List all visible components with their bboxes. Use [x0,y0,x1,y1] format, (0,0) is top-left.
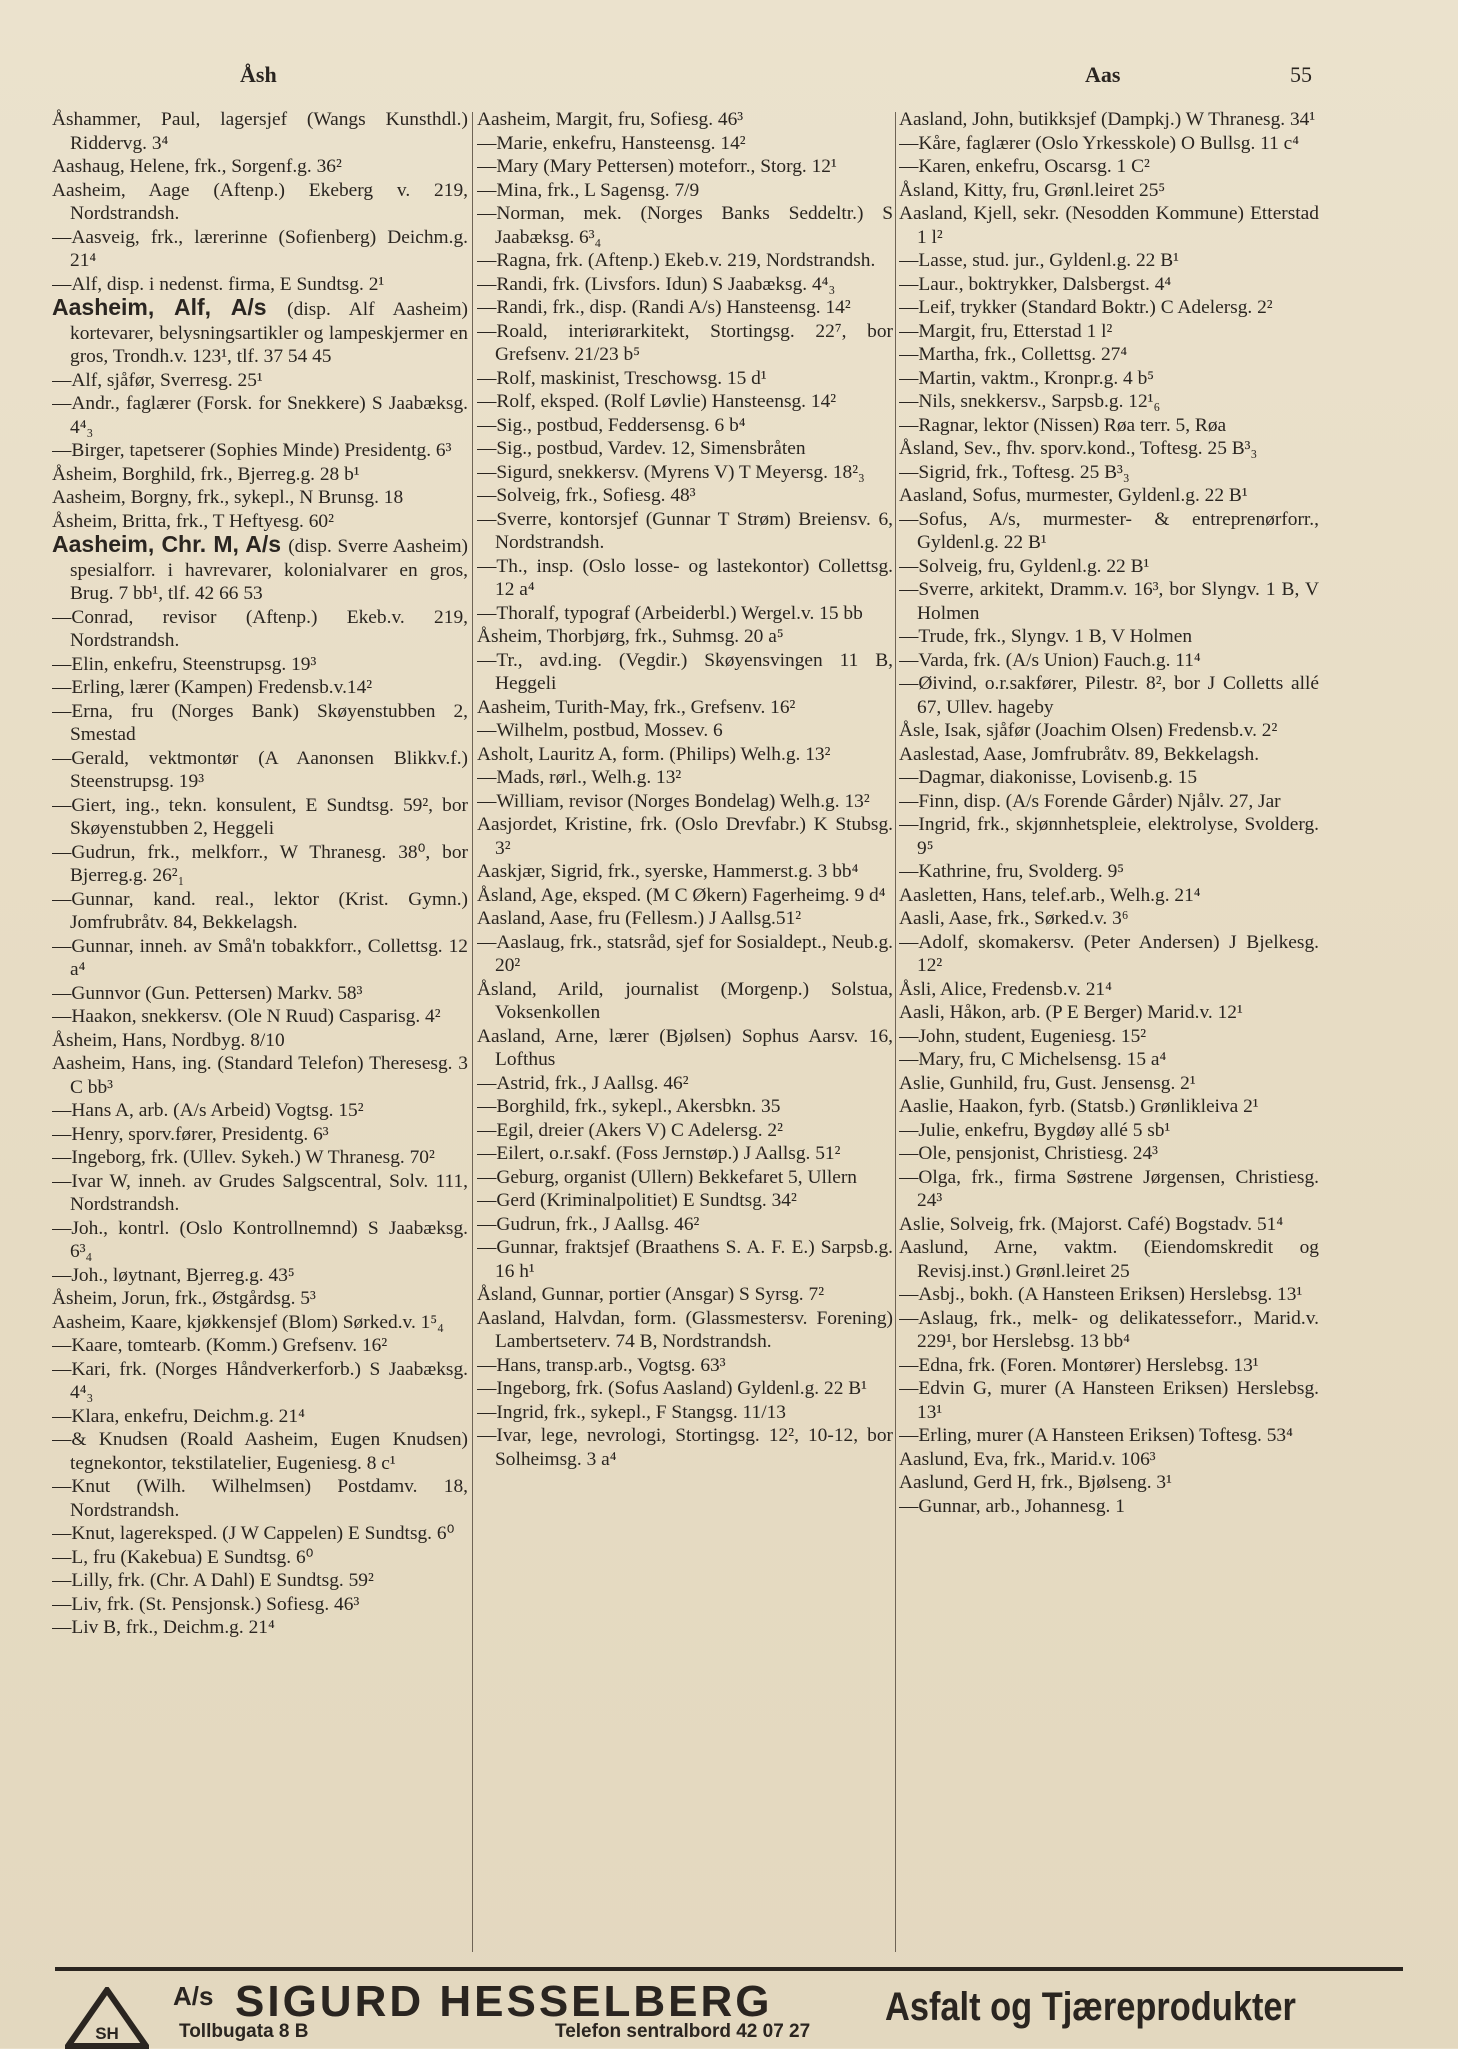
directory-entry: Åsheim, Jorun, frk., Østgårdsg. 5³ [52,1288,316,1309]
column-divider [472,112,473,1952]
entry-firm-name: Aasheim, Alf, A/s [52,294,288,320]
advert-slogan: Asfalt og Tjæreprodukter [885,1985,1296,2029]
directory-entry: Aaslund, Arne, vaktm. (Eiendomskredit og Revisj.inst.) Grønl.leiret 25 [899,1237,1319,1282]
directory-entry: Aasheim, Kaare, kjøkkensjef (Blom) Sørked.v. 1⁵₄ [52,1311,444,1333]
directory-entry: Aasheim, Hans, ing. (Standard Telefon) Theresesg. 3 C bb³ [52,1053,468,1098]
directory-entry: —Mina, frk., L Sagensg. 7/9 [477,179,700,201]
directory-entry: —Norman, mek. (Norges Banks Seddeltr.) S Jaabæksg. 6³₄ [477,203,893,248]
directory-entry: Aasheim, Margit, fru, Sofiesg. 46³ [477,109,744,130]
directory-entry: Aaslestad, Aase, Jomfrubråtv. 89, Bekkelagsh. [899,743,1260,765]
directory-entry: Aaslund, Gerd H, frk., Bjølseng. 3¹ [899,1472,1172,1493]
directory-column-1 [52,108,468,1948]
advertisement [55,1975,1403,2048]
directory-entry: —Knut, lagereksped. (J W Cappelen) E Sundtsg. 6⁰ [52,1523,455,1544]
directory-entry: —Erling, lærer (Kampen) Fredensb.v.14² [52,677,373,698]
directory-entry: —Alf, sjåfør, Sverresg. 25¹ [52,369,263,391]
page-number: 55 [1290,62,1312,87]
directory-entry: Åsheim, Thorbjørg, frk., Suhmsg. 20 a⁵ [477,626,784,647]
directory-entry: —Erling, murer (A Hansteen Eriksen) Toftesg. 53⁴ [899,1425,1293,1446]
directory-entry: Asholt, Lauritz A, form. (Philips) Welh.g. 13² [477,743,831,765]
directory-entry: —Kaare, tomtearb. (Komm.) Grefsenv. 16² [52,1335,388,1356]
directory-entry: —Ivar W, inneh. av Grudes Salgscentral, Solv. 111, Nordstrandsh. [52,1170,468,1215]
directory-entry: —Elin, enkefru, Steenstrupsg. 19³ [52,653,317,675]
directory-entry: —Rolf, eksped. (Rolf Løvlie) Hansteensg. 14² [477,391,837,412]
directory-entry: —Lasse, stud. jur., Gyldenl.g. 22 B¹ [899,250,1179,271]
directory-entry: —Eilert, o.r.sakf. (Foss Jernstøp.) J Aallsg. 51² [477,1143,841,1164]
directory-entry: —Joh., løytnant, Bjerreg.g. 43⁵ [52,1264,295,1286]
directory-entry: —Thoralf, typograf (Arbeiderbl.) Wergel.v. 15 bb [477,602,863,624]
directory-entry: Aaslie, Haakon, fyrb. (Statsb.) Grønlikleiva 2¹ [899,1096,1259,1117]
directory-entry: —Ivar, lege, nevrologi, Stortingsg. 12², 10-12, bor Solheimsg. 3 a⁴ [477,1425,893,1470]
directory-entry: —Conrad, revisor (Aftenp.) Ekeb.v. 219, Nordstrandsh. [52,606,468,651]
directory-entry: —Liv, frk. (St. Pensjonsk.) Sofiesg. 46³ [52,1593,360,1615]
directory-entry: —Edvin G, murer (A Hansteen Eriksen) Herslebsg. 13¹ [899,1378,1319,1423]
directory-entry: —Sofus, A/s, murmester- & entreprenørforr., Gyldenl.g. 22 B¹ [899,508,1319,553]
directory-entry: —Hans A, arb. (A/s Arbeid) Vogtsg. 15² [52,1100,364,1121]
directory-entry: —Edna, frk. (Foren. Montører) Herslebsg. 13¹ [899,1354,1259,1376]
directory-entry: —Aasveig, frk., lærerinne (Sofienberg) Deichm.g. 21⁴ [52,226,468,271]
directory-entry: —Roald, interiørarkitekt, Stortingsg. 22⁷, bor Grefsenv. 21/23 b⁵ [477,320,893,365]
directory-entry: —Th., insp. (Oslo losse- og lastekontor) Collettsg. 12 a⁴ [477,555,893,600]
directory-entry: Aashaug, Helene, frk., Sorgenf.g. 36² [52,156,342,177]
directory-entry: —Ragnar, lektor (Nissen) Røa terr. 5, Røa [899,414,1227,436]
directory-entry: —Sigrid, frk., Toftesg. 25 B³₃ [899,461,1130,483]
directory-entry: —Alf, disp. i nedenst. firma, E Sundtsg. 2¹ [52,273,385,295]
directory-entry: —Martha, frk., Collettsg. 27⁴ [899,344,1128,365]
directory-entry: —Gudrun, frk., melkforr., W Thranesg. 38⁰, bor Bjerreg.g. 26²₁ [52,841,468,886]
directory-entry: —Sig., postbud, Vardev. 12, Simensbråten [477,438,806,459]
directory-entry: —Olga, frk., firma Søstrene Jørgensen, Christiesg. 24³ [899,1166,1319,1211]
directory-entry: —Finn, disp. (A/s Forende Gårder) Njålv. 27, Jar [899,790,1281,812]
directory-entry: —Rolf, maskinist, Treschowsg. 15 d¹ [477,367,767,389]
directory-entry: —Liv B, frk., Deichm.g. 21⁴ [52,1617,275,1638]
directory-entry: Aasheim, Turith-May, frk., Grefsenv. 16² [477,696,796,718]
directory-entry: —L, fru (Kakebua) E Sundtsg. 6⁰ [52,1546,314,1568]
directory-entry: —Borghild, frk., sykepl., Akersbkn. 35 [477,1096,781,1117]
directory-entry: Åsland, Age, eksped. (M C Økern) Fagerheimg. 9 d⁴ [477,884,886,906]
directory-entry: —Geburg, organist (Ullern) Bekkefaret 5, Ullern [477,1166,857,1188]
directory-entry: —Gunnar, inneh. av Små'n tobakkforr., Collettsg. 12 a⁴ [52,935,468,980]
directory-entry: Aasland, Halvdan, form. (Glassmestersv. Forening) Lambertseterv. 74 B, Nordstrandsh. [477,1307,893,1352]
directory-entry: —Ole, pensjonist, Christiesg. 24³ [899,1143,1158,1164]
directory-entry: —Martin, vaktm., Kronpr.g. 4 b⁵ [899,367,1155,389]
advert-company-form: A/s [173,1981,214,2011]
directory-entry: —Gunnar, arb., Johannesg. 1 [899,1495,1125,1517]
directory-entry: Aasland, John, butikksjef (Dampkj.) W Thranesg. 34¹ [899,109,1316,130]
directory-entry: —Mary, fru, C Michelsensg. 15 a⁴ [899,1049,1167,1070]
entry-firm-name: Aasheim, Chr. M, A/s [52,531,289,557]
directory-entry: —Hans, transp.arb., Vogtsg. 63³ [477,1354,726,1376]
page-header [50,62,1408,92]
directory-entry: Aasland, Aase, fru (Fellesm.) J Aallsg.51² [477,908,802,929]
directory-entry: —Randi, frk., disp. (Randi A/s) Hansteensg. 14² [477,297,851,318]
directory-entry: —Kathrine, fru, Svolderg. 9⁵ [899,861,1125,882]
directory-entry: —Aaslaug, frk., statsråd, sjef for Sosialdept., Neub.g. 20² [477,931,893,976]
directory-entry: —Randi, frk. (Livsfors. Idun) S Jaabæksg. 4⁴₃ [477,273,836,295]
directory-entry: —Joh., kontrl. (Oslo Kontrollnemnd) S Jaabæksg. 6³₄ [52,1217,468,1262]
directory-entry: —Asbj., bokh. (A Hansteen Eriksen) Herslebsg. 13¹ [899,1284,1303,1305]
directory-entry: —Haakon, snekkersv. (Ole N Ruud) Casparisg. 4² [52,1006,441,1027]
directory-entry: Åsheim, Hans, Nordbyg. 8/10 [52,1029,285,1051]
directory-entry: Åshammer, Paul, lagersjef (Wangs Kunsthdl.) Riddervg. 3⁴ [52,109,468,154]
directory-entry: Åsland, Arild, journalist (Morgenp.) Solstua, Voksenkollen [477,978,893,1023]
directory-entry: —Birger, tapetserer (Sophies Minde) Presidentg. 6³ [52,440,452,461]
directory-entry: —Gunnar, kand. real., lektor (Krist. Gymn.) Jomfrubråtv. 84, Bekkelagsh. [52,888,468,933]
directory-entry: —Trude, frk., Slyngv. 1 B, V Holmen [899,626,1193,647]
directory-entry: Aaskjær, Sigrid, frk., syerske, Hammerst.g. 3 bb⁴ [477,861,859,882]
directory-entry: —Julie, enkefru, Bygdøy allé 5 sb¹ [899,1119,1171,1141]
directory-entry: —Tr., avd.ing. (Vegdir.) Skøyensvingen 11 B, Heggeli [477,649,893,694]
directory-entry: —Egil, dreier (Akers V) C Adelersg. 2² [477,1119,783,1141]
directory-entry: —Kari, frk. (Norges Håndverkerforb.) S Jaabæksg. 4⁴₃ [52,1358,468,1403]
directory-entry: Aasheim, Aage (Aftenp.) Ekeberg v. 219, Nordstrandsh. [52,179,468,224]
directory-entry: —Knut (Wilh. Wilhelmsen) Postdamv. 18, Nordstrandsh. [52,1476,468,1521]
advert-rule [55,1967,1403,1971]
logo-letters: SH [95,2024,119,2043]
directory-entry: Åsheim, Borghild, frk., Bjerreg.g. 28 b¹ [52,463,360,485]
directory-entry: Aasheim, Alf, A/s (disp. Alf Aasheim) kortevarer, belysningsartikler og lampeskjermer en gros, Trondh.v. 123¹, tlf. 37 54 45 [52,294,468,367]
directory-entry: —Ingeborg, frk. (Sofus Aasland) Gyldenl.g. 22 B¹ [477,1378,867,1399]
advert-phone: Telefon sentralbord 42 07 27 [555,2021,811,2042]
directory-entry: —Karen, enkefru, Oscarsg. 1 C² [899,156,1150,177]
directory-entry: —John, student, Eugeniesg. 15² [899,1025,1147,1047]
column-divider [895,112,896,1952]
directory-entry: Aaslund, Eva, frk., Marid.v. 106³ [899,1448,1156,1470]
directory-entry: Åsland, Kitty, fru, Grønl.leiret 25⁵ [899,179,1166,201]
directory-entry: —William, revisor (Norges Bondelag) Welh.g. 13² [477,790,870,812]
directory-entry: Aasjordet, Kristine, frk. (Oslo Drevfabr.) K Stubsg. 3² [477,814,893,859]
directory-entry: Åsheim, Britta, frk., T Heftyesg. 60² [52,510,334,532]
directory-entry: Aasletten, Hans, telef.arb., Welh.g. 21⁴ [899,884,1201,906]
directory-entry: —Giert, ing., tekn. konsulent, E Sundtsg. 59², bor Skøyenstubben 2, Heggeli [52,794,468,839]
directory-entry: —Margit, fru, Etterstad 1 l² [899,320,1113,342]
directory-entry: Aasli, Håkon, arb. (P E Berger) Marid.v. 12¹ [899,1002,1243,1023]
directory-entry: —Nils, snekkersv., Sarpsb.g. 12¹₆ [899,391,1161,412]
header-left-word: Åsh [240,62,277,87]
directory-entry: —Wilhelm, postbud, Mossev. 6 [477,720,723,741]
directory-entry: Aasli, Aase, frk., Sørked.v. 3⁶ [899,908,1129,929]
directory-entry: Åsli, Alice, Fredensb.v. 21⁴ [899,978,1112,1000]
directory-entry: —Gerald, vektmontør (A Aanonsen Blikkv.f.) Steenstrupsg. 19³ [52,747,468,792]
directory-entry: —Solveig, fru, Gyldenl.g. 22 B¹ [899,555,1150,577]
directory-entry: —Klara, enkefru, Deichm.g. 21⁴ [52,1405,305,1427]
directory-entry: —Dagmar, diakonisse, Lovisenb.g. 15 [899,767,1198,788]
directory-entry: Åsland, Sev., fhv. sporv.kond., Toftesg. 25 B³₃ [899,438,1258,459]
directory-entry: Aslie, Solveig, frk. (Majorst. Café) Bogstadv. 51⁴ [899,1213,1284,1235]
directory-entry: Aasland, Arne, lærer (Bjølsen) Sophus Aarsv. 16, Lofthus [477,1025,893,1070]
directory-column-3 [899,108,1319,1948]
directory-entry: Aslie, Gunhild, fru, Gust. Jensensg. 2¹ [899,1072,1196,1094]
advert-company-name: SIGURD HESSELBERG [235,1977,773,2026]
directory-entry: —Henry, sporv.fører, Presidentg. 6³ [52,1123,329,1145]
directory-entry: —Sigurd, snekkersv. (Myrens V) T Meyersg. 18²₃ [477,461,865,483]
directory-entry: —Mads, rørl., Welh.g. 13² [477,767,682,788]
directory-entry: —Leif, trykker (Standard Boktr.) C Adelersg. 2² [899,297,1273,318]
directory-entry: Åsland, Gunnar, portier (Ansgar) S Syrsg. 7² [477,1284,825,1305]
directory-entry: Aasheim, Borgny, frk., sykepl., N Brunsg. 18 [52,487,404,508]
warning-triangle-logo-icon [65,1987,149,2049]
directory-entry: —Ingrid, frk., skjønnhetspleie, elektrolyse, Svolderg. 9⁵ [899,814,1319,859]
directory-entry: —Mary (Mary Pettersen) moteforr., Storg. 12¹ [477,156,837,177]
directory-entry: —Aslaug, frk., melk- og delikatesseforr., Marid.v. 229¹, bor Herslebsg. 13 bb⁴ [899,1307,1319,1352]
directory-entry: —Øivind, o.r.sakfører, Pilestr. 8², bor J Colletts allé 67, Ullev. hageby [899,673,1319,718]
directory-entry: —Kåre, faglærer (Oslo Yrkesskole) O Bullsg. 11 c⁴ [899,132,1300,154]
directory-entry: —Marie, enkefru, Hansteensg. 14² [477,132,746,154]
directory-entry: —Gerd (Kriminalpolitiet) E Sundtsg. 34² [477,1190,797,1211]
directory-entry: —Adolf, skomakersv. (Peter Andersen) J Bjelkesg. 12² [899,931,1319,976]
directory-entry: —Erna, fru (Norges Bank) Skøyenstubben 2, Smestad [52,700,468,745]
directory-entry: —& Knudsen (Roald Aasheim, Eugen Knudsen) tegnekontor, tekstilatelier, Eugeniesg. 8 c¹ [52,1429,468,1474]
directory-column-2 [477,108,893,1948]
directory-entry: Aasland, Kjell, sekr. (Nesodden Kommune) Etterstad 1 l² [899,203,1319,248]
directory-entry: Åsle, Isak, sjåfør (Joachim Olsen) Fredensb.v. 2² [899,720,1278,741]
directory-entry: —Ragna, frk. (Aftenp.) Ekeb.v. 219, Nordstrandsh. [477,250,876,271]
directory-entry: —Sig., postbud, Feddersensg. 6 b⁴ [477,414,746,436]
directory-entry: —Solveig, frk., Sofiesg. 48³ [477,485,696,506]
header-center-word: Aas [1085,62,1121,87]
directory-entry: —Gunnar, fraktsjef (Braathens S. A. F. E.) Sarpsb.g. 16 h¹ [477,1237,893,1282]
directory-entry: —Gunnvor (Gun. Pettersen) Markv. 58³ [52,982,363,1004]
directory-entry: —Astrid, frk., J Aallsg. 46² [477,1072,689,1094]
directory-entry: —Sverre, kontorsjef (Gunnar T Strøm) Breiensv. 6, Nordstrandsh. [477,508,893,553]
directory-entry: —Ingrid, frk., sykepl., F Stangsg. 11/13 [477,1401,786,1423]
directory-entry: —Andr., faglærer (Forsk. for Snekkere) S Jaabæksg. 4⁴₃ [52,393,468,438]
directory-entry: —Ingeborg, frk. (Ullev. Sykeh.) W Thranesg. 70² [52,1147,435,1168]
directory-entry: —Gudrun, frk., J Aallsg. 46² [477,1213,700,1235]
directory-entry: —Varda, frk. (A/s Union) Fauch.g. 11⁴ [899,649,1201,671]
directory-entry: —Laur., boktrykker, Dalsbergst. 4⁴ [899,273,1172,295]
directory-entry: —Sverre, arkitekt, Dramm.v. 16³, bor Slyngv. 1 B, V Holmen [899,579,1319,624]
advert-address: Tollbugata 8 B [179,2021,309,2042]
directory-entry: Aasheim, Chr. M, A/s (disp. Sverre Aasheim) spesialforr. i havrevarer, kolonialvarer en gros, Brug. 7 bb¹, tlf. 42 66 53 [52,531,468,604]
directory-entry: Aasland, Sofus, murmester, Gyldenl.g. 22 B¹ [899,485,1248,506]
directory-entry: —Lilly, frk. (Chr. A Dahl) E Sundtsg. 59² [52,1570,374,1591]
